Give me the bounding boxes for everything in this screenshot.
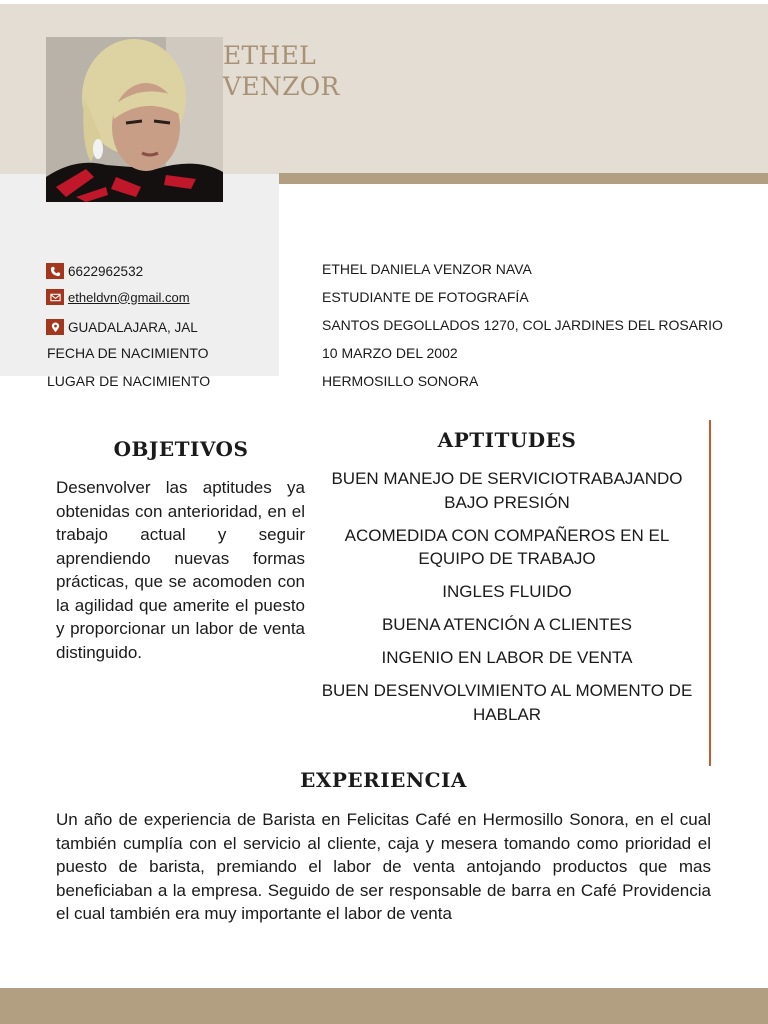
email-icon <box>46 289 64 305</box>
aptitude-item: INGENIO EN LABOR DE VENTA <box>381 648 633 667</box>
objetivos-heading: OBJETIVOS <box>113 437 249 461</box>
full-name: ETHEL DANIELA VENZOR NAVA <box>322 261 532 277</box>
birth-date-value: 10 MARZO DEL 2002 <box>322 345 458 361</box>
experiencia-text: Un año de experiencia de Barista en Felicitas Café en Hermosillo Sonora, en el cual también cumplía con el servicio al cliente, caja y mesera tomando como prioridad el puesto de barista, premiando el labor de venta antojando productos que mas beneficiaban a la empresa. Seguido de ser responsable de barra en Café Providencia el cual también era muy importante el labor de venta <box>56 810 711 923</box>
aptitude-item: BUEN DESENVOLVIMIENTO AL MOMENTO DE HABLAR <box>321 681 693 724</box>
contact-email <box>46 289 190 305</box>
birth-date-label: FECHA DE NACIMIENTO <box>47 345 209 361</box>
phone-icon <box>46 263 64 279</box>
first-name: ETHEL <box>223 41 317 70</box>
name-heading <box>223 40 340 102</box>
phone-number: 6622962532 <box>68 263 144 279</box>
occupation: ESTUDIANTE DE FOTOGRAFÍA <box>322 289 529 305</box>
birth-place-label: LUGAR DE NACIMIENTO <box>47 373 211 389</box>
profile-photo <box>46 37 223 202</box>
header-accent-stripe <box>279 173 768 184</box>
birth-place-value: HERMOSILLO SONORA <box>322 373 479 389</box>
aptitude-item: ACOMEDIDA CON COMPAÑEROS EN EL EQUIPO DE TRABAJO <box>344 525 670 568</box>
email-link[interactable]: etheldvn@gmail.com <box>68 289 190 305</box>
aptitudes-heading: APTITUDES <box>437 428 577 452</box>
location-pin-icon <box>46 319 64 335</box>
section-divider <box>709 420 711 766</box>
last-name: VENZOR <box>223 72 340 101</box>
contact-location <box>46 319 198 335</box>
contact-phone <box>46 263 143 279</box>
aptitude-item: INGLES FLUIDO <box>442 582 572 601</box>
aptitude-item: BUEN MANEJO DE SERVICIOTRABAJANDO BAJO PRESIÓN <box>331 469 683 512</box>
aptitudes-list <box>318 467 696 736</box>
experiencia-heading: EXPERIENCIA <box>300 768 467 792</box>
aptitude-item: BUENA ATENCIÓN A CLIENTES <box>381 615 633 634</box>
location-text: GUADALAJARA, JAL <box>68 319 198 335</box>
objetivos-text: Desenvolver las aptitudes ya obtenidas con anterioridad, en el trabajo actual y seguir aprendiendo nuevas formas prácticas, que se acomoden con la agilidad que amerite el puesto y proporcionar un labor de venta distinguido. <box>56 478 305 662</box>
footer-band <box>0 988 768 1024</box>
address: SANTOS DEGOLLADOS 1270, COL JARDINES DEL ROSARIO <box>322 317 723 333</box>
